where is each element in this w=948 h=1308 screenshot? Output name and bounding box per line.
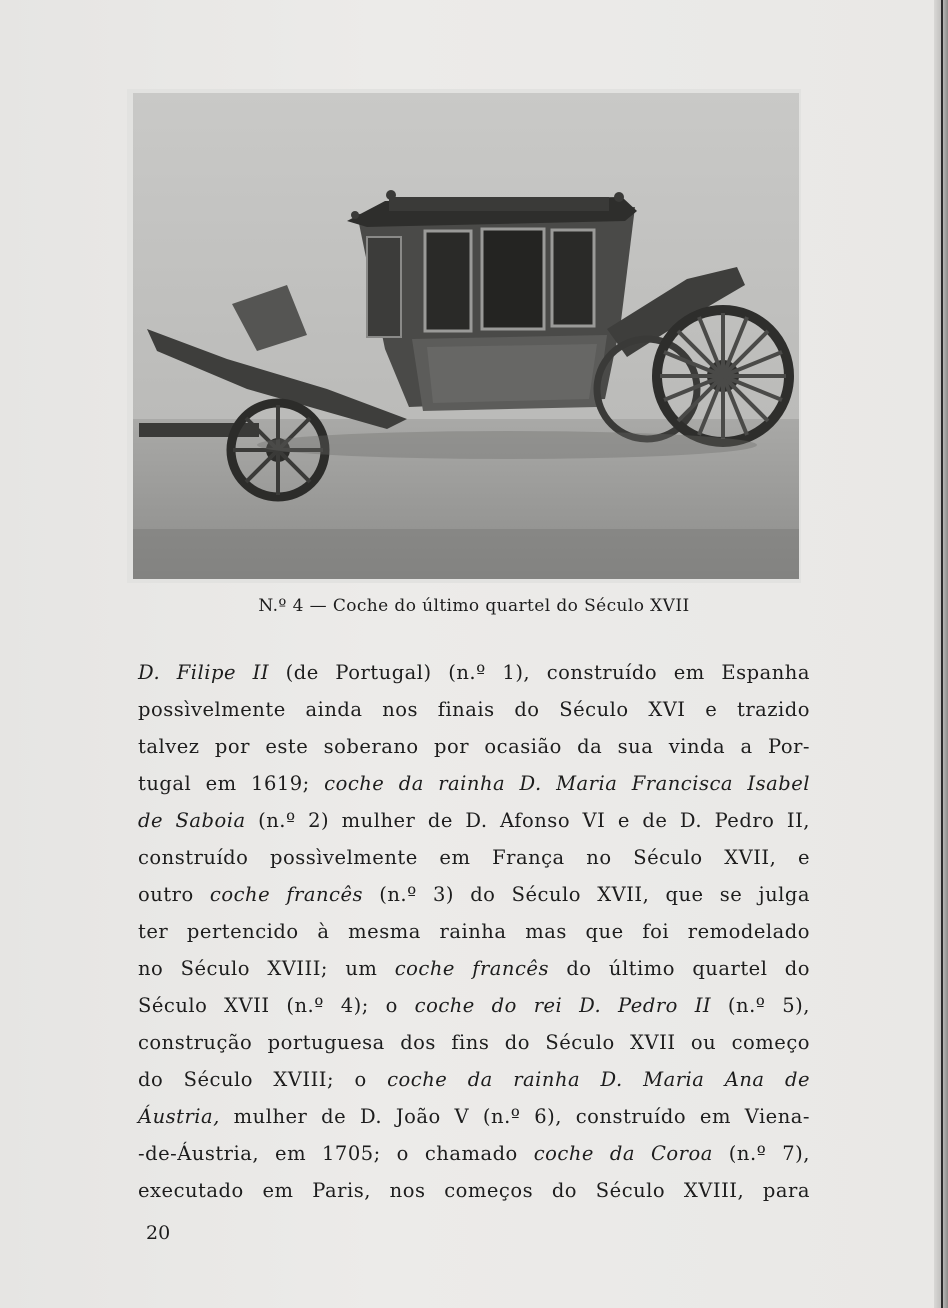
- italic-run: coche da rainha D. Maria Ana de: [387, 1068, 810, 1091]
- text-line: [138, 765, 810, 802]
- page-edge-line: [941, 0, 943, 1308]
- text-run: tugal em 1619;: [138, 772, 325, 795]
- text-run: (n.º 5),: [711, 994, 810, 1017]
- text-line: [138, 1135, 810, 1172]
- body-paragraph: [138, 654, 810, 1209]
- text-line: [138, 1024, 810, 1061]
- text-line: [138, 1098, 810, 1135]
- text-line: [138, 691, 810, 728]
- coach-image: [127, 89, 801, 583]
- text-run: construído possìvelmente em França no Século XVII, e: [138, 846, 810, 869]
- text-run: (n.º 7),: [712, 1142, 810, 1165]
- text-line: [138, 987, 810, 1024]
- text-run: possìvelmente ainda nos finais do Século XVI e trazido: [138, 698, 810, 721]
- text-run: outro: [138, 883, 210, 906]
- rear-wheel: [657, 310, 789, 442]
- text-run: -de-Áustria, em 1705; o chamado: [138, 1142, 534, 1165]
- figure-caption: N.º 4 — Coche do último quartel do Século XVII: [258, 596, 690, 616]
- text-line: [138, 802, 810, 839]
- text-run: do Século XVIII; o: [138, 1068, 388, 1091]
- italic-run: coche da Coroa: [533, 1142, 713, 1165]
- text-line: [138, 839, 810, 876]
- text-line: [138, 654, 810, 691]
- text-line: [138, 950, 810, 987]
- text-run: (de Portugal) (n.º 1), construído em Espanha: [269, 661, 810, 684]
- text-run: ter pertencido à mesma rainha mas que foi remodelado: [138, 920, 810, 943]
- text-line: [138, 1061, 810, 1098]
- text-line: [138, 913, 810, 950]
- page-number: 20: [146, 1222, 171, 1244]
- italic-run: coche do rei D. Pedro II: [414, 994, 712, 1017]
- text-run: (n.º 2) mulher de D. Afonso VI e de D. Pedro II,: [245, 809, 811, 832]
- text-run: construção portuguesa dos fins do Século XVII ou começo: [138, 1031, 810, 1054]
- italic-run: de Saboia: [138, 809, 246, 832]
- text-line: [138, 1172, 810, 1209]
- italic-run: coche da rainha D. Maria Francisca Isabel: [324, 772, 810, 795]
- italic-run: coche francês: [394, 957, 549, 980]
- italic-run: Áustria,: [138, 1105, 220, 1128]
- text-line: [138, 876, 810, 913]
- text-run: mulher de D. João V (n.º 6), construído em Viena-: [219, 1105, 810, 1128]
- text-run: do último quartel do: [548, 957, 810, 980]
- text-line: [138, 728, 810, 765]
- text-run: (n.º 3) do Século XVII, que se julga: [363, 883, 810, 906]
- text-run: Século XVII (n.º 4); o: [138, 994, 415, 1017]
- text-run: talvez por este soberano por ocasião da sua vinda a Por-: [138, 735, 810, 758]
- italic-run: coche francês: [209, 883, 364, 906]
- text-run: no Século XVIII; um: [138, 957, 395, 980]
- text-run: executado em Paris, nos começos do Século XVIII, para: [138, 1179, 810, 1202]
- coach-photograph: [127, 89, 801, 583]
- italic-run: D. Filipe II: [138, 661, 270, 684]
